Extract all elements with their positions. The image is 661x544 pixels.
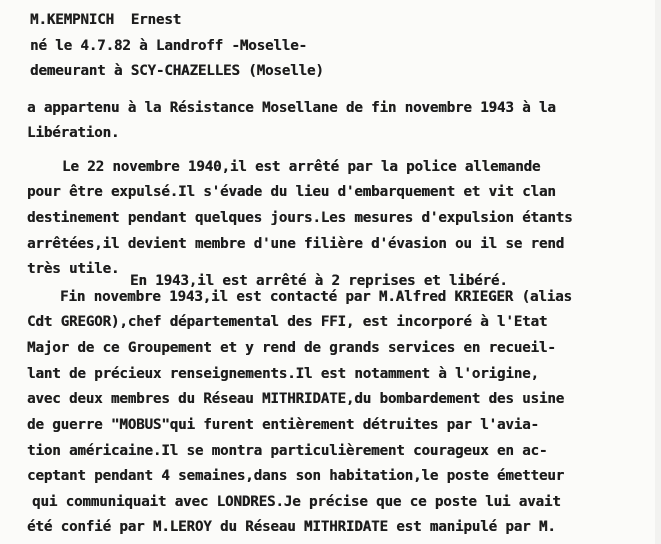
text-line: de guerre "MOBUS"qui furent entièrement détruites par l'avia- [27,417,539,433]
text-line: été confié par M.LEROY du Réseau MITHRIDATE est manipulé par M. [27,519,556,535]
text-line: arrêtées,il devient membre d'une filière d'évasion ou il se rend [27,236,565,252]
text-line: très utile. [27,261,120,277]
text-line: Fin novembre 1943,il est contacté par M.Alfred KRIEGER (alias [60,289,572,305]
text-line: destinement pendant quelques jours.Les mesures d'expulsion étants [27,210,573,226]
text-line: ceptant pendant 4 semaines,dans son habitation,le poste émetteur [27,468,565,484]
header-name: M.KEMPNICH Ernest [30,12,182,28]
text-line: En 1943,il est arrêté à 2 reprises et libéré. [130,273,508,289]
text-line: pour être expulsé.Il s'évade du lieu d'embarquement et vit clan [27,184,556,200]
text-line: a appartenu à la Résistance Mosellane de fin novembre 1943 à la [27,100,556,116]
text-line: tion américaine.Il se montra particulièrement courageux en ac- [27,443,548,459]
text-line: avec deux membres du Réseau MITHRIDATE,du bombardement des usine [27,391,565,407]
text-line: Major de ce Groupement et y rend de grands services en recueil- [27,340,556,356]
text-line: Cdt GREGOR),chef départemental des FFI, est incorporé à l'Etat [27,314,548,330]
header-birth: né le 4.7.82 à Landroff -Moselle- [30,38,307,54]
page-edge [655,0,661,544]
text-line: lant de précieux renseignements.Il est notamment à l'origine, [27,366,539,382]
text-line: qui communiquait avec LONDRES.Je précise que ce poste lui avait [32,494,561,510]
header-address: demeurant à SCY-CHAZELLES (Moselle) [30,63,324,79]
text-line: Libération. [27,125,120,141]
text-line: Le 22 novembre 1940,il est arrêté par la police allemande [62,159,541,175]
